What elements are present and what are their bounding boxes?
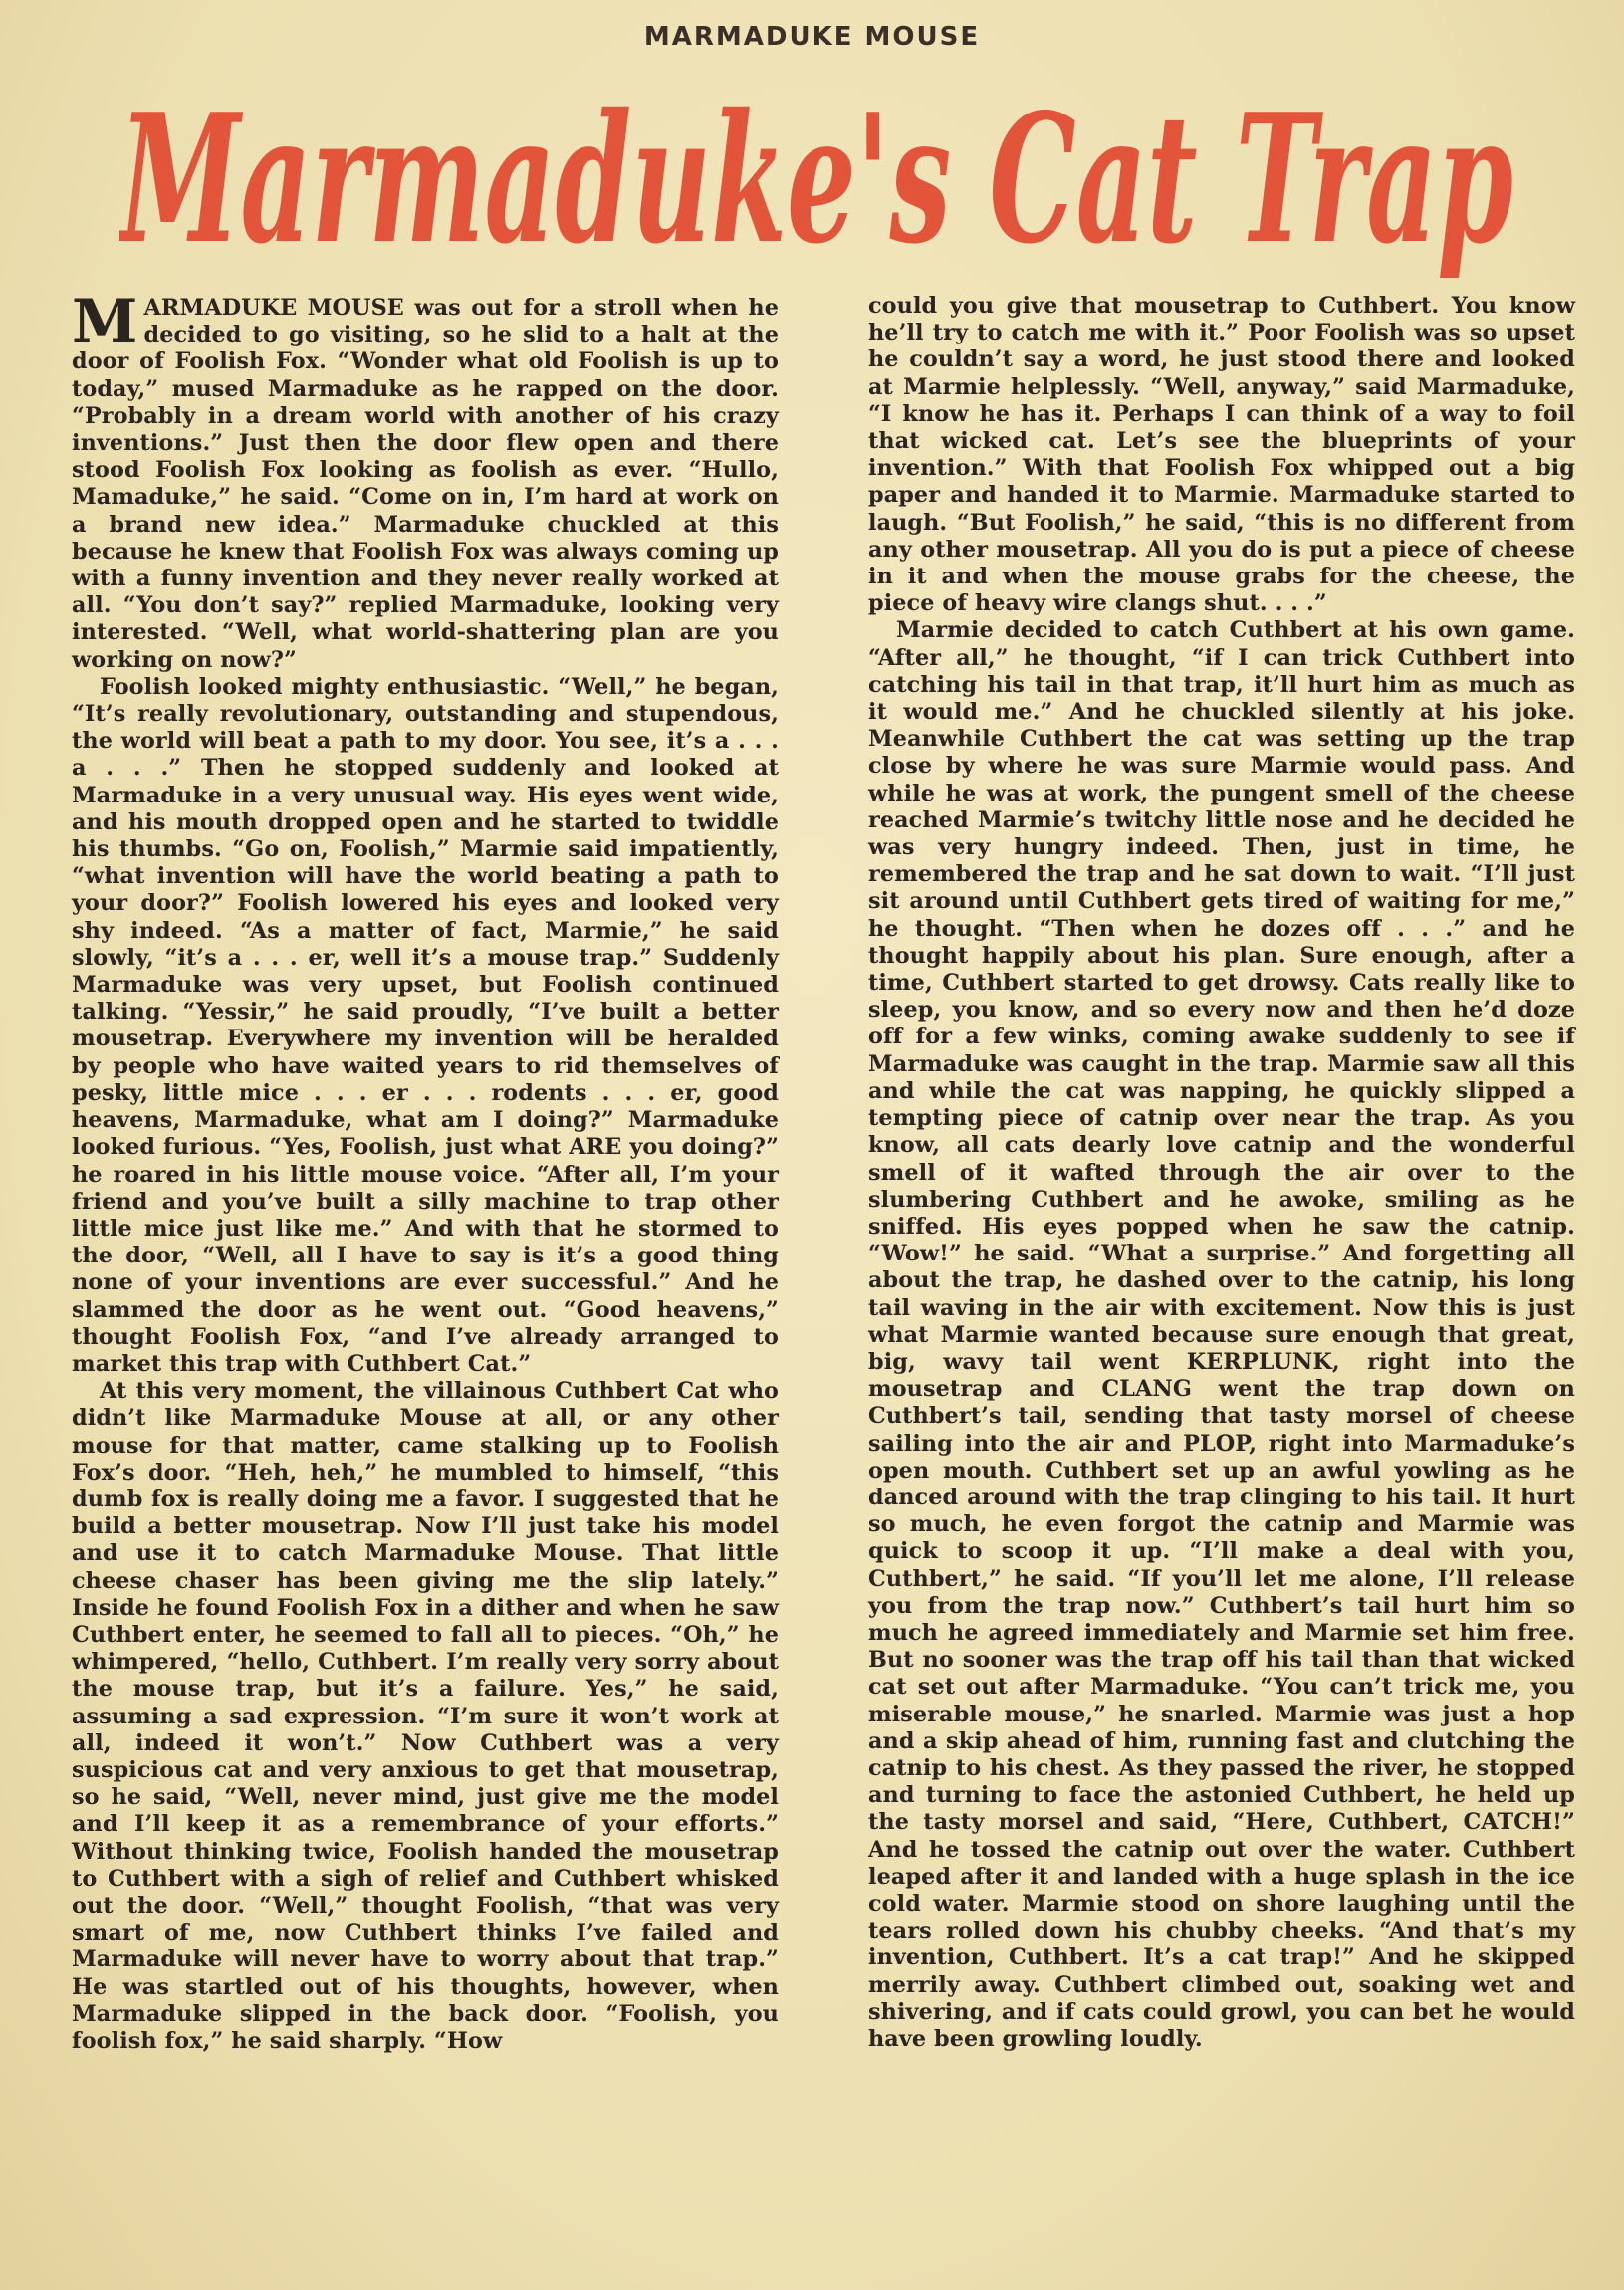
series-header: MARMADUKE MOUSE: [643, 22, 981, 52]
story-paragraph: Foolish looked mighty enthusiastic. “Well,” he began, “It’s really revolutionary, outstanding and stupendous, the world will beat a path to my door. You see, it’s a . . . a . . .” Then he stopped suddenly and looked at Marmaduke in a very unusual way. His eyes went wide, and his mouth dropped open and he started to twiddle his thumbs. “Go on, Foolish,” Marmie said impatiently, “what invention will have the world beating a path to your door?” Foolish lowered his eyes and looked very shy indeed. “As a matter of fact, Marmie,” he said slowly, “it’s a . . . er, well it’s a mouse trap.” Suddenly Marmaduke was very upset, but Foolish continued talking. “Yessir,” he said proudly, “I’ve built a better mousetrap. Everywhere my invention will be heralded by people who have waited years to rid themselves of pesky, little mice . . . er . . . rodents . . . er, good heavens, Marmaduke, what am I doing?” Marmaduke looked furious. “Yes, Foolish, just what ARE you doing?” he roared in his little mouse voice. “After all, I’m your friend and you’ve built a silly machine to trap other little mice just like me.” And with that he stormed to the door, “Well, all I have to say is it’s a good thing none of your inventions are ever successful.” And he slammed the door as he went out. “Good heavens,” thought Foolish Fox, “and I’ve already arranged to market this trap with Cuthbert Cat.”: [72, 673, 779, 1377]
story-paragraph: [72, 287, 779, 674]
story-paragraph-text: was out for a stroll when he decided to go visiting, so he slid to a halt at the door of Foolish Fox. “Wonder what old Foolish is up to today,” mused Marmaduke as he rapped on the door. “Probably in a dream world with another of his crazy inventions.” Just then the door flew open and there stood Foolish Fox looking as foolish as ever. “Hullo, Mamaduke,” he said. “Come on in, I’m hard at work on a brand new idea.” Marmaduke chuckled at this because he knew that Foolish Fox was always coming up with a funny invention and they never really worked at all. “You don’t say?” replied Marmaduke, looking very interested. “Well, what world-shattering plan are you working on now?”: [72, 295, 779, 673]
story-column-right: [868, 293, 1575, 2053]
title-lettering: [119, 62, 1533, 281]
title-text: Marmaduke's Cat Trap: [119, 75, 1513, 281]
story-lead: ARMADUKE MOUSE: [143, 295, 404, 321]
story-paragraph: At this very moment, the villainous Cuthbert Cat who didn’t like Marmaduke Mouse at all, or any other mouse for that matter, came stalking up to Foolish Fox’s door. “Heh, heh,” he mumbled to himself, “this dumb fox is really doing me a favor. I suggested that he build a better mousetrap. Now I’ll just take his model and use it to catch Marmaduke Mouse. That little cheese chaser has been giving me the slip lately.” Inside he found Foolish Fox in a dither and when he saw Cuthbert enter, he seemed to fall all to pieces. “Oh,” he whimpered, “hello, Cuthbert. I’m really very sorry about the mouse trap, but it’s a failure. Yes,” he said, assuming a sad expression. “I’m sure it won’t work at all, indeed it won’t.” Now Cuthbert was a very suspicious cat and very anxious to get that mousetrap, so he said, “Well, never mind, just give me the model and I’ll keep it as a remembrance of your efforts.” Without thinking twice, Foolish handed the mousetrap to Cuthbert with a sigh of relief and Cuthbert whisked out the door. “Well,” thought Foolish, “that was very smart of me, now Cuthbert thinks I’ve failed and Marmaduke will never have to worry about that trap.” He was startled out of his thoughts, however, when Marmaduke slipped in the back door. “Foolish, you foolish fox,” he said sharply. “How: [72, 1378, 779, 2054]
drop-cap: M: [72, 287, 138, 356]
story-column-left: [72, 287, 779, 2055]
story-paragraph: Marmie decided to catch Cuthbert at his own game. “After all,” he thought, “if I can trick Cuthbert into catching his tail in that trap, it’ll hurt him as much as it would me.” And he chuckled silently at his joke. Meanwhile Cuthbert the cat was setting up the trap close by where he was sure Marmie would pass. And while he was at work, the pungent smell of the cheese reached Marmie’s twitchy little nose and he decided he was very hungry indeed. Then, just in time, he remembered the trap and he sat down to wait. “I’ll just sit around until Cuthbert gets tired of waiting for me,” he thought. “Then when he dozes off . . .” and he thought happily about his plan. Sure enough, after a time, Cuthbert started to get drowsy. Cats really like to sleep, you know, and so every now and then he’d doze off for a few winks, coming awake suddenly to see if Marmaduke was caught in the trap. Marmie saw all this and while the cat was napping, he quickly slipped a tempting piece of catnip over near the trap. As you know, all cats dearly love catnip and the wonderful smell of it wafted through the air over to the slumbering Cuthbert and he awoke, smiling as he sniffed. His eyes popped when he saw the catnip. “Wow!” he said. “What a surprise.” And forgetting all about the trap, he dashed over to the catnip, his long tail waving in the air with excitement. Now this is just what Marmie wanted because sure enough that great, big, wavy tail went KERPLUNK, right into the mousetrap and CLANG went the trap down on Cuthbert’s tail, sending that tasty morsel of cheese sailing into the air and PLOP, right into Marmaduke’s open mouth. Cuthbert set up an awful yowling as he danced around with the trap clinging to his tail. It hurt so much, he even forgot the catnip and Marmie was quick to scoop it up. “I’ll make a deal with you, Cuthbert,” he said. “If you’ll let me alone, I’ll release you from the trap now.” Cuthbert’s tail hurt him so much he agreed immediately and Marmie set him free. But no sooner was the trap off his tail than that wicked cat set out after Marmaduke. “You can’t trick me, you miserable mouse,” he snarled. Marmie was just a hop and a skip ahead of him, running fast and clutching the catnip to his chest. As they passed the river, he stopped and turning to face the astonied Cuthbert, he held up the tasty morsel and said, “Here, Cuthbert, CATCH!” And he tossed the catnip out over the water. Cuthbert leaped after it and landed with a huge splash in the ice cold water. Marmie stood on shore laughing until the tears rolled down his chubby cheeks. “And that’s my invention, Cuthbert. It’s a cat trap!” And he skipped merrily away. Cuthbert climbed out, soaking wet and shivering, and if cats could growl, you can bet he would have been growling loudly.: [868, 617, 1575, 2052]
story-paragraph: could you give that mousetrap to Cuthbert. You know he’ll try to catch me with it.” Poor Foolish was so upset he couldn’t say a word, he just stood there and looked at Marmie helplessly. “Well, anyway,” said Marmaduke, “I know he has it. Perhaps I can think of a way to foil that wicked cat. Let’s see the blueprints of your invention.” With that Foolish Fox whipped out a big paper and handed it to Marmie. Marmaduke started to laugh. “But Foolish,” he said, “this is no different from any other mousetrap. All you do is put a piece of cheese in it and when the mouse grabs for the cheese, the piece of heavy wire clangs shut. . . .”: [868, 293, 1575, 617]
story-title: [119, 62, 1533, 281]
